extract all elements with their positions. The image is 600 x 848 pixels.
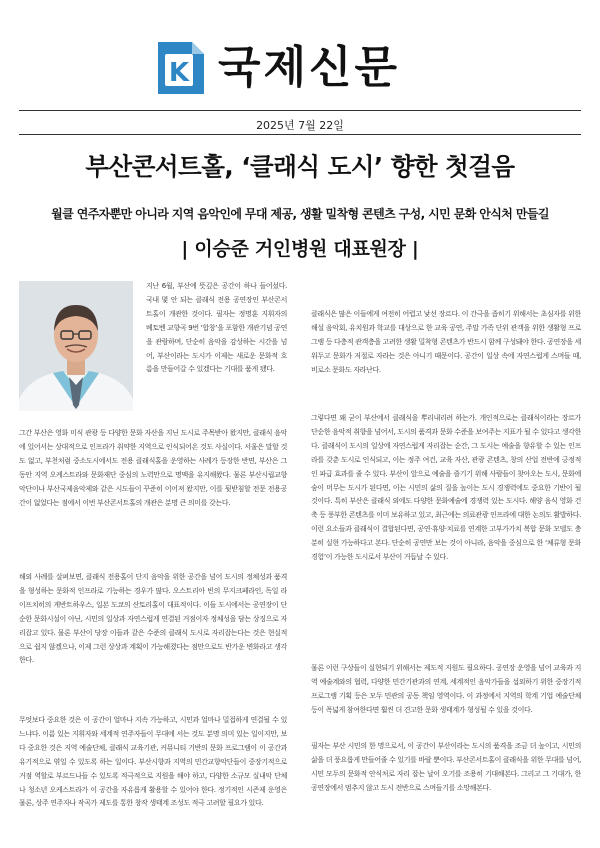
author-photo [19, 281, 133, 411]
logo-letter: K [168, 58, 190, 88]
top-divider [19, 110, 581, 111]
article-paragraph: 무엇보다 중요한 것은 이 공간이 얼마나 지속 가능하고, 시민과 얼마나 밀접하게 연결될 수 있느냐다. 이름 있는 지휘자와 세계적 연주자들이 무대에 서는 것도 분명 의미 있는 일이지만, 보다 중요한 것은 지역 예술단체, 클래식 교육기관, 커뮤니티 기반의 문화 프로그램이 이 공간과 유기적으로 엮일 수 있도록 하는 일이다. 부산시향과 지역의 민간교향악단들이 중장기적으로 거점 역할로 부르드나들 수 있도록 적극적으로 지원을 해야 하고, 다양한 소규모 실내악 단체나 청소년 오케스트라가 이 공간을 자유롭게 활용할 수 있어야 한다. 정기적인 시즌제 운영은 물론, 상주 연주자나 작곡가 제도를 통한 창작 생태계 조성도 적극 고려할 필요가 있다. [19, 716, 287, 808]
publication-date: 2025년 7월 22일 [256, 119, 344, 132]
portrait-photo-icon [19, 281, 133, 411]
newspaper-name: 국제신문 [218, 42, 401, 93]
article-paragraph: 지난 6월, 부산에 뜻깊은 공간이 하나 들어섰다. 국내 몇 안 되는 클래식 전용 공연장인 부산콘서트홀이 개관한 것이다. 필자는 정명훈 지휘자의 베토벤 교향곡 9번 ‘합창’을 포함한 개관기념 공연을 관람하며, 단순히 음악을 감상하는 시간을 넘어, 부산이라는 도시가 이제는 새로운 문화적 흐름을 만들어갈 수 있겠다는 기대를 품게 됐다. [146, 282, 287, 374]
article-paragraph: 필자는 부산 시민의 한 명으로서, 이 공간이 부산이라는 도시의 품격을 조금 더 높이고, 시민의 삶을 더 풍요롭게 만들어줄 수 있기를 바랄 뿐이다. 부산콘서트홀이 클래식을 위한 무대를 넘어, 시민 모두의 문화적 안식처로 자리 잡는 날이 오기를 조용히 기대해본다. 그리고 그 기대가, 한 공연장에서 멈추지 않고 도시 전반으로 스며들기를 소망해본다. [311, 742, 581, 792]
subheadline: 월클 연주자뿐만 아니라 지역 음악인에 무대 제공, 생활 밀착형 콘텐츠 구성, 시민 문화 안식처 만들길 [51, 207, 549, 221]
article-paragraph: 클래식은 많은 이들에게 여전히 어렵고 낯선 장르다. 이 간극을 좁히기 위해서는 초심자를 위한 해설 음악회, 유치원과 학교를 대상으로 한 교육 공연, 주말 가족 단위 관객을 위한 생활형 프로그램 등 다층적 관객층을 고려한 생활 밀착형 콘텐츠가 반드시 함께 구성돼야 한다. 공연장을 세워두고 문화가 저절로 자라는 것은 아니기 때문이다. 공간이 일상 속에 자연스럽게 스며들 때, 비로소 문화도 자라난다. [311, 310, 581, 374]
article-paragraph: 물론 이런 구상들이 실현되기 위해서는 제도적 지원도 필요하다. 공연장 운영을 넘어 교육과 지역 예술계와의 협력, 다양한 민간기관과의 연계, 세계적인 음악가들을 섭외하기 위한 중장기적 프로그램 기획 등은 모두 민관의 공동 책임 영역이다. 이 과정에서 지역의 학계 기업 예술단체 등이 폭넓게 참여한다면 훨씬 더 견고한 문화 생태계가 형성될 수 있을 것이다. [311, 664, 581, 714]
masthead [0, 36, 600, 100]
article-paragraph: 해외 사례를 살펴보면, 클래식 전용홀이 단지 음악을 위한 공간을 넘어 도시의 정체성과 품격을 형성하는 문화적 인프라로 기능하는 경우가 많다. 오스트리아 빈의 무지크페라인, 독일 라이프치히의 게반트하우스, 일본 도쿄의 산토리홀이 대표적이다. 이들 도시에서는 공연장이 단순한 문화시설이 아닌, 시민의 일상과 자연스럽게 연결된 거점이자 정체성을 담는 상징으로 자리잡고 있다. 물론 부산이 당장 이들과 같은 수준의 클래식 도시로 자리잡는다는 것은 현실적으로 쉽지 않겠으나, 이제 그런 상상과 계획이 가능해졌다는 점만으로도 반가운 변화라고 생각한다. [19, 573, 287, 665]
newspaper-logo-icon [156, 40, 206, 96]
byline: | 이승준 거인병원 대표원장 | [181, 238, 419, 260]
bottom-divider [19, 134, 581, 135]
article-paragraph: 그간 부산은 영화 미식 관광 등 다양한 문화 자산을 지닌 도시로 주목받아 왔지만, 클래식 음악에 있어서는 상대적으로 인프라가 취약한 지역으로 인식되어온 것도 사실이다. 서울은 말할 것도 없고, 부천처럼 중소도시에서도 전용 클래식홀을 운영하는 사례가 등장한 반면, 부산은 그동안 지역 오케스트라와 문화재단 중심의 노력만으로 명맥을 유지해왔다. 물론 부산시립교향악단이나 부산국제음악제와 같은 시도들이 꾸준히 이어져 왔지만, 이를 뒷받침할 전문 전용공간이 없었다는 점에서 이번 부산콘서트홀의 개관은 분명 큰 의미를 갖는다. [19, 429, 287, 507]
article-paragraph: 그렇다면 왜 굳이 부산에서 클래식을 뿌리내리려 하는가. 개인적으로는 클래식이라는 장르가 단순한 음악적 취향을 넘어서, 도시의 품격과 문화 수준을 보여주는 지표가 될 수 있다고 생각한다. 클래식이 도시의 일상에 자연스럽게 자리잡는 순간, 그 도시는 예술을 향유할 수 있는 인프라를 갖춘 도시로 인식되고, 이는 정주 여건, 교육 자산, 관광 콘텐츠, 창의 산업 전반에 긍정적인 파급 효과를 줄 수 있다. 부산이 앞으로 예술을 즐기기 위해 사람들이 찾아오는 도시, 문화에 숨이 머무는 도시가 된다면, 이는 시민의 삶의 질을 높이는 도시 경쟁력에도 중요한 기반이 될 것이다. 특히 부산은 클래식 외에도 다양한 문화예술에 경쟁력 있는 도시다. 해양 음식 영화 건축 등 풍부한 콘텐츠를 이미 보유하고 있고, 최근에는 의료관광 인프라에 대한 논의도 활발하다. 이런 요소들과 클래식이 결합된다면, 공연·휴양·치료를 연계한 고부가가치 복합 문화 모델도 충분히 실현 가능하다고 본다. 단순히 공연만 보는 것이 아니라, 음악을 중심으로 한 ‘체류형 문화경험’이 가능한 도시로서 부산이 거듭날 수 있다. [311, 414, 581, 562]
headline: 부산콘서트홀, ‘클래식 도시’ 향한 첫걸음 [85, 152, 515, 181]
